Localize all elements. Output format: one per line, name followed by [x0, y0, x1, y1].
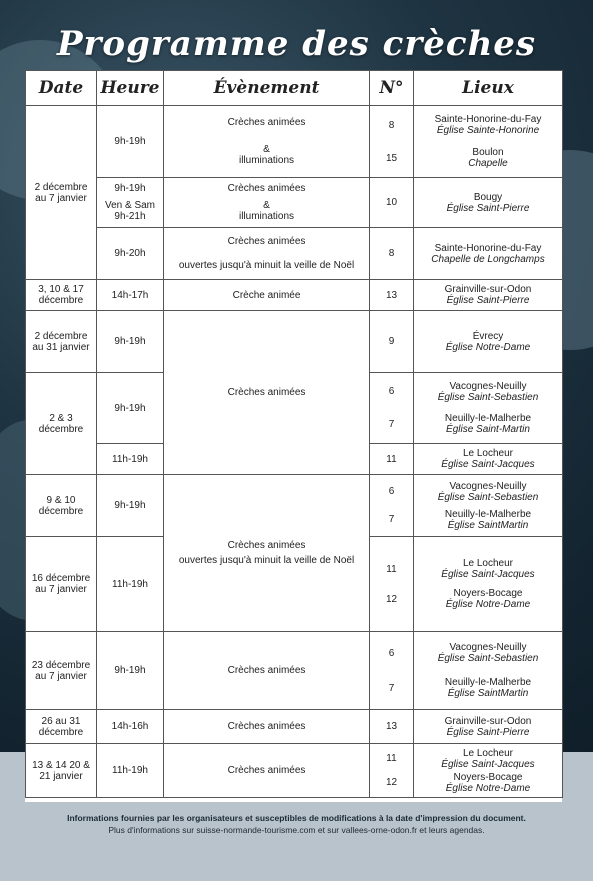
num-text: 6 [388, 486, 395, 497]
lieux-cell [414, 537, 563, 632]
date-cell: 2 décembre au 31 janvier [26, 311, 97, 373]
lieu-entry: Noyers-Bocage Église Notre-Dame [445, 771, 531, 794]
heure-cell: 9h-20h [97, 228, 164, 280]
heure-cell: 14h-16h [97, 710, 164, 744]
lieu-entry: Le Locheur Église Saint-Jacques [441, 558, 535, 580]
lieu-entry: Sainte-Honorine-du-Fay Église Sainte-Honorine [434, 114, 542, 136]
num-text: 12 [385, 593, 398, 605]
lieu-entry: Neuilly-le-Malherbe Église Saint-Martin [444, 413, 532, 436]
col-header-date: Date [26, 71, 97, 106]
heure-cell: 11h-19h [97, 444, 164, 475]
num-text: 11 [386, 563, 397, 575]
lieux-cell [414, 632, 563, 710]
heure-text: Ven & Sam 9h-21h [104, 200, 156, 223]
date-cell: 16 décembre au 7 janvier [26, 537, 97, 632]
heure-cell: 9h-19h [97, 106, 164, 178]
date-cell: 2 & 3 décembre [26, 373, 97, 475]
lieux-cell: Grainville-sur-Odon Église Saint-Pierre [414, 710, 563, 744]
evenement-text: Crèches animées [227, 182, 306, 194]
num-cell [370, 106, 414, 178]
num-cell: 8 [370, 228, 414, 280]
lieux-cell [414, 373, 563, 444]
num-text: 11 [386, 753, 397, 764]
table-row [26, 632, 563, 710]
num-cell: 13 [370, 710, 414, 744]
table-row [26, 710, 563, 744]
table-header-row [26, 71, 563, 106]
num-text: 7 [388, 514, 395, 525]
col-header-evenement: Évènement [164, 71, 370, 106]
col-header-num: N° [370, 71, 414, 106]
date-cell: 26 au 31 décembre [26, 710, 97, 744]
heure-text: 9h-19h [114, 182, 146, 194]
evenement-text: & illuminations [238, 144, 295, 167]
num-cell [370, 632, 414, 710]
evenement-text: & illuminations [238, 200, 295, 223]
heure-cell: 11h-19h [97, 537, 164, 632]
schedule-table [25, 70, 563, 798]
num-cell: 13 [370, 280, 414, 311]
num-text: 7 [388, 682, 395, 694]
table-row [26, 106, 563, 178]
evenement-text: Crèches animées [227, 540, 306, 551]
footer-disclaimer: Informations fournies par les organisateurs et susceptibles de modifications à la date d'impression du document. [67, 813, 526, 823]
table-row [26, 311, 563, 373]
evenement-text: Crèches animées [227, 116, 306, 128]
evenement-cell: Crèches animées [164, 632, 370, 710]
heure-cell: 9h-19h [97, 311, 164, 373]
evenement-cell: Crèches animées [164, 311, 370, 475]
evenement-text: ouvertes jusqu'à minuit la veille de Noël [178, 260, 355, 271]
lieu-entry: Neuilly-le-Malherbe Église SaintMartin [444, 677, 532, 699]
evenement-cell: Crèches animées [164, 710, 370, 744]
lieux-cell: Grainville-sur-Odon Église Saint-Pierre [414, 280, 563, 311]
evenement-text: Crèches animées [227, 236, 306, 247]
lieux-cell: Sainte-Honorine-du-Fay Chapelle de Longchamps [414, 228, 563, 280]
evenement-cell [164, 475, 370, 632]
heure-cell: 9h-19h [97, 373, 164, 444]
evenement-cell: Crèche animée [164, 280, 370, 311]
lieu-entry: Le Locheur Église Saint-Jacques [441, 747, 535, 770]
evenement-cell: Crèches animées [164, 744, 370, 798]
heure-cell [97, 178, 164, 228]
num-cell [370, 373, 414, 444]
num-text: 6 [388, 647, 395, 659]
date-cell: 13 & 14 20 & 21 janvier [26, 744, 97, 798]
num-cell: 9 [370, 311, 414, 373]
num-text: 7 [388, 418, 395, 430]
evenement-text: ouvertes jusqu'à minuit la veille de Noël [178, 555, 355, 566]
date-cell: 3, 10 & 17 décembre [26, 280, 97, 311]
lieu-entry: Vacognes-Neuilly Église Saint-Sebastien [437, 642, 539, 664]
lieux-cell [414, 475, 563, 537]
num-text: 6 [388, 386, 395, 398]
footer-info: Plus d'informations sur suisse-normande-tourisme.com et sur vallees-orne-odon.fr et leurs agendas. [108, 825, 485, 835]
heure-cell: 9h-19h [97, 475, 164, 537]
lieux-cell [414, 106, 563, 178]
date-cell: 9 & 10 décembre [26, 475, 97, 537]
heure-cell: 14h-17h [97, 280, 164, 311]
table-row [26, 178, 563, 228]
num-cell: 10 [370, 178, 414, 228]
footer [0, 812, 593, 836]
schedule-sheet [25, 70, 562, 802]
heure-cell: 11h-19h [97, 744, 164, 798]
lieux-cell [414, 744, 563, 798]
num-text: 15 [385, 152, 398, 164]
table-row [26, 280, 563, 311]
lieu-entry: Noyers-Bocage Église Notre-Dame [445, 588, 531, 610]
num-text: 8 [388, 119, 395, 131]
table-row [26, 744, 563, 798]
page-title: Programme des crèches [56, 24, 537, 64]
date-cell: 23 décembre au 7 janvier [26, 632, 97, 710]
lieu-entry: Boulon Chapelle [468, 147, 508, 169]
date-cell: 2 décembre au 7 janvier [26, 106, 97, 280]
lieu-entry: Neuilly-le-Malherbe Église SaintMartin [444, 508, 532, 531]
num-cell [370, 475, 414, 537]
lieux-cell: Évrecy Église Notre-Dame [414, 311, 563, 373]
col-header-heure: Heure [97, 71, 164, 106]
heure-cell: 9h-19h [97, 632, 164, 710]
col-header-lieux: Lieux [414, 71, 563, 106]
table-row [26, 475, 563, 537]
lieux-cell: Le Locheur Église Saint-Jacques [414, 444, 563, 475]
lieu-entry: Vacognes-Neuilly Église Saint-Sebastien [437, 480, 539, 503]
num-text: 12 [385, 777, 398, 788]
table-row [26, 228, 563, 280]
lieux-cell: Bougy Église Saint-Pierre [414, 178, 563, 228]
num-cell: 11 [370, 444, 414, 475]
evenement-cell [164, 228, 370, 280]
num-cell [370, 744, 414, 798]
evenement-cell [164, 106, 370, 178]
evenement-cell [164, 178, 370, 228]
lieu-entry: Vacognes-Neuilly Église Saint-Sebastien [437, 380, 539, 403]
num-cell [370, 537, 414, 632]
